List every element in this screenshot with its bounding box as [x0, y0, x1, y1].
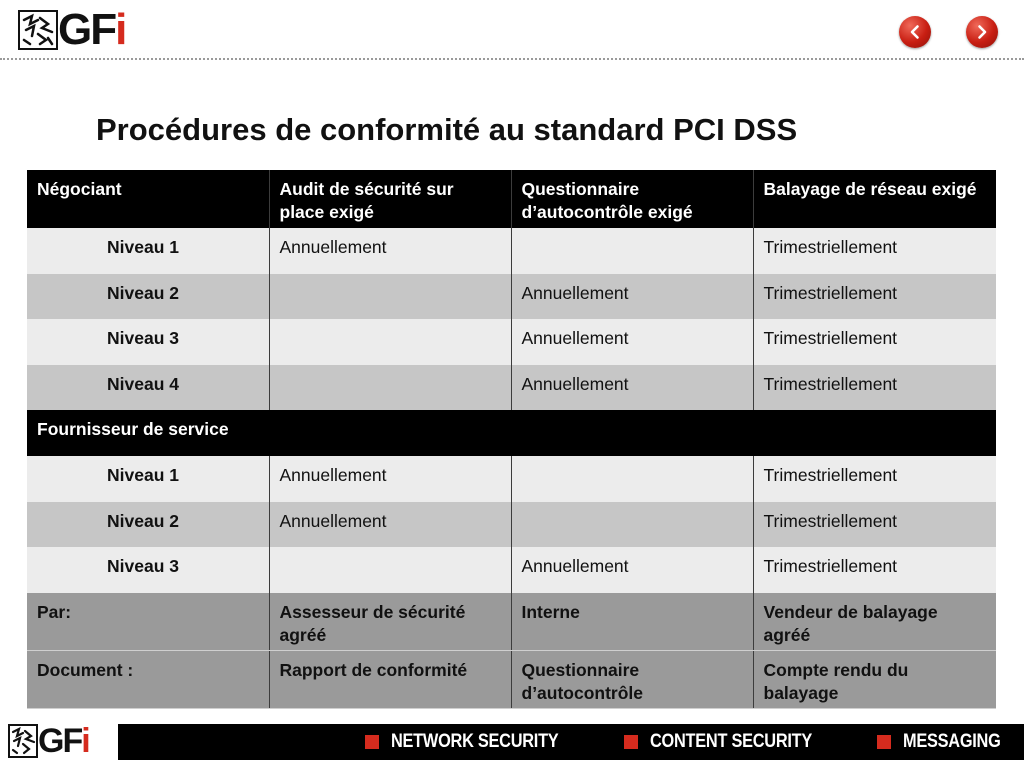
level-cell: Niveau 3	[27, 547, 269, 593]
page-title: Procédures de conformité au standard PCI DSS	[96, 112, 798, 147]
questionnaire-cell	[511, 456, 753, 502]
chevron-right-icon	[974, 24, 990, 40]
questionnaire-cell: Annuellement	[511, 547, 753, 593]
level-cell: Niveau 1	[27, 456, 269, 502]
scan-cell: Trimestriellement	[753, 502, 996, 548]
audit-cell: Annuellement	[269, 456, 511, 502]
scan-cell: Trimestriellement	[753, 274, 996, 320]
scan-cell: Trimestriellement	[753, 228, 996, 274]
level-cell: Niveau 2	[27, 502, 269, 548]
gfi-wordmark: GF i	[38, 722, 89, 760]
footer-item-content-security	[624, 731, 838, 753]
gfi-wordmark: GF i	[58, 5, 126, 54]
scan-cell: Trimestriellement	[753, 547, 996, 593]
level-cell: Niveau 1	[27, 228, 269, 274]
document-cell: Rapport de conformité	[269, 651, 511, 709]
chevron-left-icon	[907, 24, 923, 40]
pci-compliance-table	[27, 170, 996, 709]
footer-label: NETWORK SECURITY	[391, 731, 559, 752]
assessor-cell: Assesseur de sécurité agréé	[269, 593, 511, 651]
red-square-icon	[365, 735, 379, 749]
table-row	[27, 228, 996, 274]
column-header: Négociant	[27, 170, 269, 228]
gfi-logo	[18, 5, 126, 54]
table-row	[27, 547, 996, 593]
scan-cell: Trimestriellement	[753, 319, 996, 365]
level-cell: Niveau 3	[27, 319, 269, 365]
gfi-emblem-icon	[18, 10, 58, 50]
assessor-row	[27, 593, 996, 651]
questionnaire-cell: Annuellement	[511, 274, 753, 320]
questionnaire-cell: Annuellement	[511, 319, 753, 365]
header-divider	[0, 58, 1024, 60]
scan-cell: Trimestriellement	[753, 456, 996, 502]
audit-cell: Annuellement	[269, 228, 511, 274]
document-row	[27, 651, 996, 709]
column-header: Audit de sécurité sur place exigé	[269, 170, 511, 228]
red-square-icon	[877, 735, 891, 749]
table-row	[27, 456, 996, 502]
gfi-emblem-icon	[8, 724, 38, 758]
audit-cell	[269, 319, 511, 365]
row-label: Par:	[27, 593, 269, 651]
table-header-row	[27, 170, 996, 228]
table-row	[27, 502, 996, 548]
document-cell: Compte rendu du balayage	[753, 651, 996, 709]
document-cell: Questionnaire d’autocontrôle	[511, 651, 753, 709]
table-row	[27, 319, 996, 365]
row-label: Document :	[27, 651, 269, 709]
table-row	[27, 365, 996, 411]
column-header: Balayage de réseau exigé	[753, 170, 996, 228]
footer-label: CONTENT SECURITY	[650, 731, 813, 752]
red-square-icon	[624, 735, 638, 749]
questionnaire-cell	[511, 228, 753, 274]
level-cell: Niveau 4	[27, 365, 269, 411]
footer-label: MESSAGING	[902, 731, 1001, 752]
column-header: Questionnaire d’autocontrôle exigé	[511, 170, 753, 228]
next-slide-button[interactable]	[966, 16, 998, 48]
footer-item-messaging	[877, 731, 1016, 753]
section-label: Fournisseur de service	[27, 410, 996, 456]
scan-cell: Trimestriellement	[753, 365, 996, 411]
assessor-cell: Vendeur de balayage agréé	[753, 593, 996, 651]
previous-slide-button[interactable]	[899, 16, 931, 48]
table-row	[27, 274, 996, 320]
audit-cell	[269, 547, 511, 593]
assessor-cell: Interne	[511, 593, 753, 651]
questionnaire-cell: Annuellement	[511, 365, 753, 411]
audit-cell	[269, 365, 511, 411]
audit-cell	[269, 274, 511, 320]
footer-bar	[118, 724, 1024, 760]
level-cell: Niveau 2	[27, 274, 269, 320]
section-header-row	[27, 410, 996, 456]
gfi-footer-logo	[8, 724, 89, 758]
questionnaire-cell	[511, 502, 753, 548]
footer-item-network-security	[365, 731, 586, 753]
audit-cell: Annuellement	[269, 502, 511, 548]
